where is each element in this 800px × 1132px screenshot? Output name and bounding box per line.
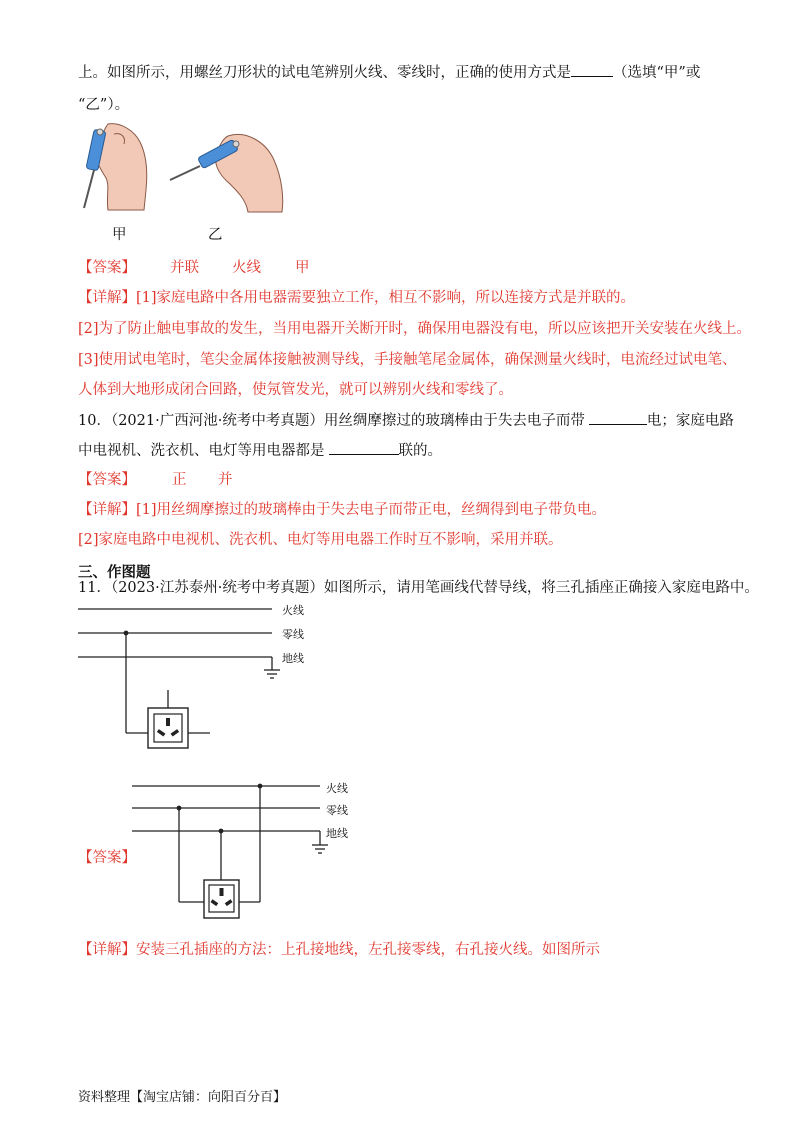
q10-answer-2: 并 bbox=[218, 472, 233, 488]
answer-wire-label-neutral: 零线 bbox=[326, 804, 348, 817]
answer-wire-label-live: 火线 bbox=[326, 782, 348, 795]
q10-detail-1 bbox=[78, 500, 606, 520]
footer-credit: 资料整理【淘宝店铺：向阳百分百】 bbox=[78, 1090, 287, 1105]
q9-question-line1 bbox=[78, 62, 700, 83]
q9-answer-2: 火线 bbox=[232, 260, 261, 276]
wire-label-neutral: 零线 bbox=[282, 628, 304, 641]
q10-answer-1: 正 bbox=[172, 472, 187, 488]
q10-text-c: 中电视机、洗衣机、电灯等用电器都是 bbox=[78, 443, 325, 459]
q9-answer-row bbox=[78, 258, 136, 278]
q9-detail-2: [2]为了防止触电事故的发生，当用电器开关断开时，确保用电器没有电，所以应该把开关安装在火线上。 bbox=[78, 321, 752, 337]
detail-text: 安装三孔插座的方法：上孔接地线，左孔接零线，右孔接火线。如图所示 bbox=[136, 942, 600, 958]
q9-detail-3a: [3]使用试电笔时，笔尖金属体接触被测导线，手接触笔尾金属体，确保测量火线时，电流经过试电笔、 bbox=[78, 352, 737, 368]
q9-answer-1: 并联 bbox=[170, 260, 199, 276]
q10-answer-tag: 【答案】 bbox=[78, 472, 136, 488]
fig-label-yi: 乙 bbox=[208, 227, 223, 243]
q11-answer-tag: 【答案】 bbox=[78, 850, 136, 866]
q9-answer-blank bbox=[571, 62, 613, 77]
q9-text-a: 上。如图所示，用螺丝刀形状的试电笔辨别火线、零线时，正确的使用方式是 bbox=[78, 65, 571, 81]
test-pen-jia-illustration bbox=[84, 124, 147, 210]
test-pen-figure bbox=[78, 120, 288, 215]
detail-tag: 【详解】 bbox=[78, 290, 136, 306]
q11-answer-circuit-diagram bbox=[130, 775, 330, 925]
q9-detail-1 bbox=[78, 288, 635, 308]
q10-text-d: 联的。 bbox=[398, 443, 442, 459]
q10-blank-2 bbox=[329, 440, 399, 455]
wire-label-ground: 地线 bbox=[282, 652, 304, 665]
three-hole-socket-icon bbox=[148, 708, 188, 748]
q9-question-line2: “乙”）。 bbox=[78, 97, 130, 113]
detail-tag: 【详解】 bbox=[78, 502, 136, 518]
q11-circuit-diagram bbox=[76, 600, 316, 750]
q10-text-b: 电；家庭电路 bbox=[646, 413, 734, 429]
q10-text-a: 10．（2021·广西河池·统考中考真题）用丝绸摩擦过的玻璃棒由于失去电子而带 bbox=[78, 413, 585, 429]
q11-detail bbox=[78, 940, 600, 960]
wire-label-live: 火线 bbox=[282, 604, 304, 617]
q9-answer-3: 甲 bbox=[295, 260, 310, 276]
section-title: 三、作图题 bbox=[78, 565, 151, 581]
detail-tag: 【详解】 bbox=[78, 942, 136, 958]
q11-question: 11．（2023·江苏泰州·统考中考真题）如图所示，请用笔画线代替导线，将三孔插座正确接入家庭电路中。 bbox=[78, 580, 759, 596]
answer-wire-label-ground: 地线 bbox=[326, 827, 348, 840]
junction-dot bbox=[124, 631, 129, 636]
q10-question-line2 bbox=[78, 440, 442, 461]
q10-detail-2: [2]家庭电路中电视机、洗衣机、电灯等用电器工作时互不影响，采用并联。 bbox=[78, 532, 563, 548]
q9-detail-3b: 人体到大地形成闭合回路，使氖管发光，就可以辨别火线和零线了。 bbox=[78, 382, 513, 398]
detail-text: [1]家庭电路中各用电器需要独立工作，相互不影响，所以连接方式是并联的。 bbox=[136, 290, 636, 306]
q9-text-b: （选填“甲”或 bbox=[613, 65, 701, 81]
test-pen-yi-illustration bbox=[170, 134, 283, 212]
q10-blank-1 bbox=[589, 410, 647, 425]
fig-label-jia: 甲 bbox=[112, 227, 127, 243]
q10-question-line1 bbox=[78, 410, 734, 431]
detail-text: [1]用丝绸摩擦过的玻璃棒由于失去电子而带正电，丝绸得到电子带负电。 bbox=[136, 502, 607, 518]
answer-tag: 【答案】 bbox=[78, 260, 136, 276]
three-hole-socket-icon bbox=[204, 880, 239, 918]
